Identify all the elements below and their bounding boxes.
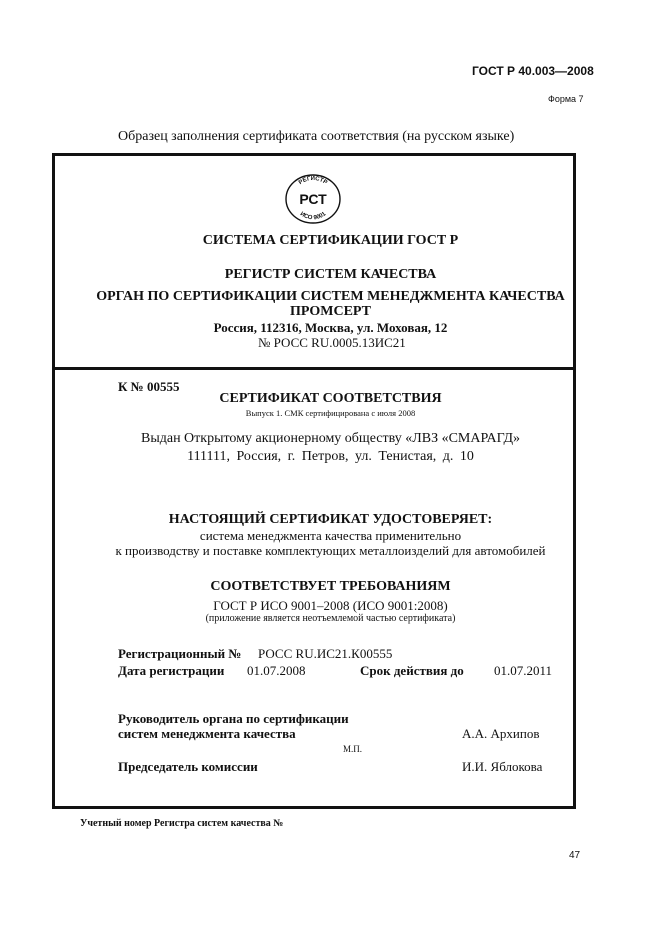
certification-system: СИСТЕМА СЕРТИФИКАЦИИ ГОСТ Р — [202, 233, 459, 248]
head-label-line1: Руководитель органа по сертификации — [118, 711, 349, 726]
issuer-address: Россия, 112316, Москва, ул. Моховая, 12 — [213, 320, 448, 335]
stamp-place: М.П. — [343, 744, 363, 754]
register-number-line: Учетный номер Регистра систем качества № — [80, 818, 284, 829]
page-caption: Образец заполнения сертификата соответствия (на русском языке) — [118, 129, 515, 144]
issued-to-line1: Выдан Открытому акционерному обществу «ЛВЗ «СМАРАГД» — [140, 431, 521, 446]
form-label: Форма 7 — [548, 94, 584, 104]
quality-register: РЕГИСТР СИСТЕМ КАЧЕСТВА — [224, 267, 437, 282]
logo-top-text: РЕГИСТР — [297, 175, 329, 187]
logo-mark-text: РСТ — [299, 191, 327, 207]
certification-body-line2: ПРОМСЕРТ — [290, 304, 371, 319]
certification-body-line1: ОРГАН ПО СЕРТИФИКАЦИИ СИСТЕМ МЕНЕДЖМЕНТА КАЧЕСТВА — [96, 289, 565, 304]
page-number: 47 — [569, 850, 581, 861]
issued-to-line2: 111111, Россия, г. Петров, ул. Тенистая, д. 10 — [187, 449, 474, 464]
head-label-line2: систем менеджмента качества — [118, 726, 296, 741]
validity-label: Срок действия до — [360, 663, 464, 678]
chair-label: Председатель комиссии — [118, 759, 258, 774]
standard-reference: ГОСТ Р ИСО 9001–2008 (ИСО 9001:2008) — [213, 598, 448, 613]
certifies-line1: система менеджмента качества применительно — [199, 528, 462, 543]
chair-name: И.И. Яблокова — [462, 759, 543, 774]
rst-register-seal-icon — [283, 172, 343, 224]
appendix-note: (приложение является неотъемлемой частью сертификата) — [205, 613, 456, 624]
certifies-line2: к производству и поставке комплектующих металлоизделий для автомобилей — [115, 543, 546, 558]
registration-label: Регистрационный № — [118, 646, 242, 661]
logo-bottom-text: ИСО 9001 — [298, 211, 328, 222]
certificate-title: СЕРТИФИКАТ СООТВЕТСТВИЯ — [219, 391, 442, 406]
certifies-heading: НАСТОЯЩИЙ СЕРТИФИКАТ УДОСТОВЕРЯЕТ: — [168, 512, 493, 527]
registration-value: РОСС RU.ИС21.К00555 — [258, 646, 393, 661]
certificate-divider — [52, 367, 576, 370]
issue-note: Выпуск 1. СМК сертифицирована с июля 2008 — [245, 408, 416, 418]
registration-date-label: Дата регистрации — [118, 663, 225, 678]
certificate-number: К № 00555 — [118, 379, 180, 394]
validity-value: 01.07.2011 — [494, 663, 553, 678]
accreditation-number: № РОСС RU.0005.13ИС21 — [258, 335, 406, 350]
conforms-heading: СООТВЕТСТВУЕТ ТРЕБОВАНИЯМ — [210, 579, 451, 594]
svg-text:ИСО 9001 — [299, 211, 328, 222]
registration-date-value: 01.07.2008 — [247, 663, 306, 678]
head-name: А.А. Архипов — [462, 726, 540, 741]
standard-number: ГОСТ Р 40.003—2008 — [472, 64, 594, 78]
